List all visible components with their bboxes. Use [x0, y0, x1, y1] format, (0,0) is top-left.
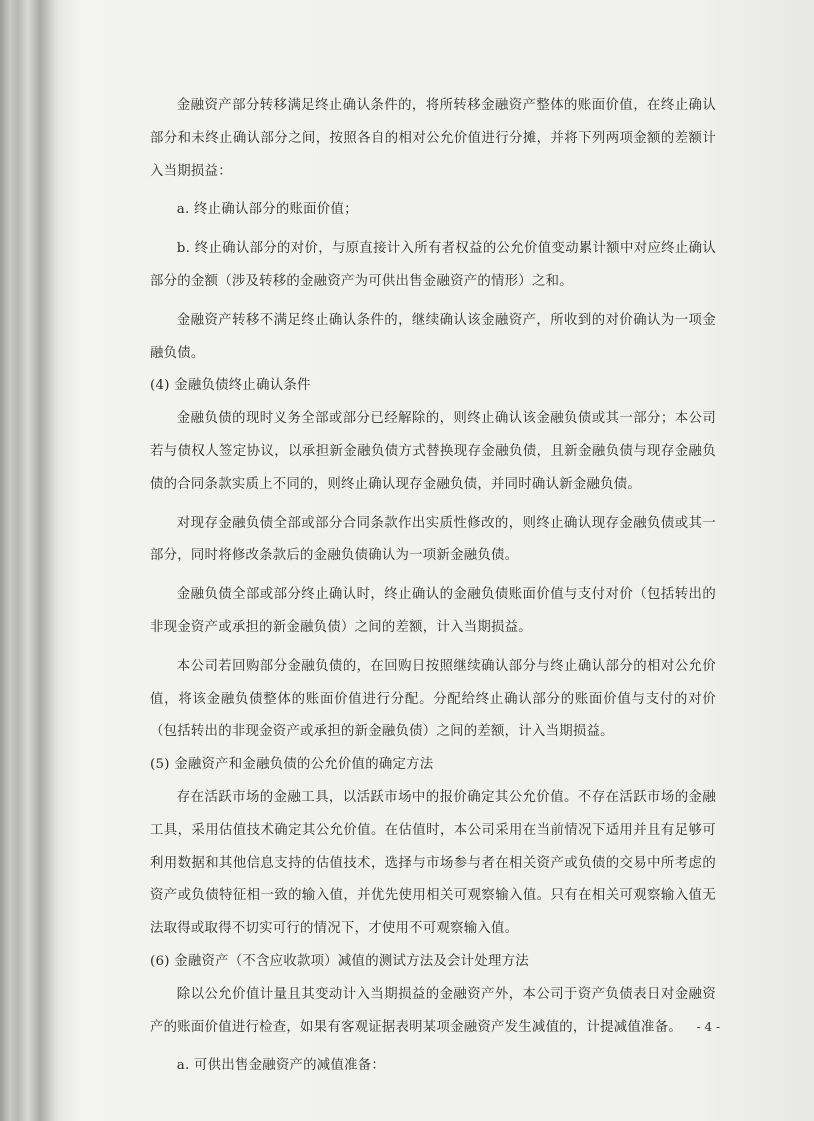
section-heading-4: (4) 金融负债终止确认条件 — [150, 378, 311, 394]
paragraph-derecognition-difference: 金融负债全部或部分终止确认时，终止确认的金融负债账面价值与支付对价（包括转出的非现金资产或承担的新金融负债）之间的差额，计入当期损益。 — [150, 587, 716, 635]
paragraph-partial-transfer: 金融资产部分转移满足终止确认条件的，将所转移金融资产整体的账面价值，在终止确认部分和未终止确认部分之间，按照各自的相对公允价值进行分摊，并将下列两项金额的差额计入当期损益： — [150, 98, 716, 179]
section-heading-5: (5) 金融资产和金融负债的公允价值的确定方法 — [150, 757, 434, 773]
paragraph-contract-modification: 对现存金融负债全部或部分合同条款作出实质性修改的，则终止确认现存金融负债或其一部分，同时将修改条款后的金融负债确认为一项新金融负债。 — [150, 515, 716, 564]
paragraph-repurchase: 本公司若回购部分金融负债的，在回购日按照继续确认部分与终止确认部分的相对公允价值，将该金融负债整体的账面价值进行分配。分配给终止确认部分的账面价值与支付的对价（包括转出的非现金资产或承担的新金融负债）之间的差额，计入当期损益。 — [150, 658, 716, 740]
binding-shadow — [0, 0, 80, 1121]
paragraph-item-a: a. 终止确认部分的账面价值； — [176, 202, 358, 218]
paragraph-fair-value-method: 存在活跃市场的金融工具，以活跃市场中的报价确定其公允价值。不存在活跃市场的金融工具，采用估值技术确定其公允价值。在估值时，本公司采用在当前情况下适用并且有足够可利用数据和其他信息支持的估值技术，选择与市场参与者在相关资产或负债的交易中所考虑的资产或负债特征相一致的输入值，并优先使用相关可观察输入值。只有在相关可观察输入值无法取得或取得不切实可行的情况下，才使用不可观察输入值。 — [150, 789, 716, 937]
paragraph-liability-discharged: 金融负债的现时义务全部或部分已经解除的，则终止确认该金融负债或其一部分；本公司若与债权人签定协议，以承担新金融负债方式替换现存金融负债，且新金融负债与现存金融负债的合同条款实质上不同的，则终止确认现存金融负债，并同时确认新金融负债。 — [150, 411, 716, 492]
section-heading-6: (6) 金融资产（不含应收款项）减值的测试方法及会计处理方法 — [150, 953, 529, 969]
paragraph-afs-impairment: a. 可供出售金融资产的减值准备： — [176, 1058, 386, 1074]
paragraph-impairment-check: 除以公允价值计量且其变动计入当期损益的金融资产外，本公司于资产负债表日对金融资产的账面价值进行检查，如果有客观证据表明某项金融资产发生减值的，计提减值准备。 — [150, 986, 716, 1035]
document-body — [150, 90, 716, 1083]
page-number: - 4 - — [696, 1020, 720, 1034]
paragraph-transfer-not-derecognized: 金融资产转移不满足终止确认条件的，继续确认该金融资产，所收到的对价确认为一项金融负债。 — [150, 312, 716, 361]
paragraph-item-b: b. 终止确认部分的对价，与原直接计入所有者权益的公允价值变动累计额中对应终止确认部分的金额（涉及转移的金融资产为可供出售金融资产的情形）之和。 — [150, 241, 716, 289]
